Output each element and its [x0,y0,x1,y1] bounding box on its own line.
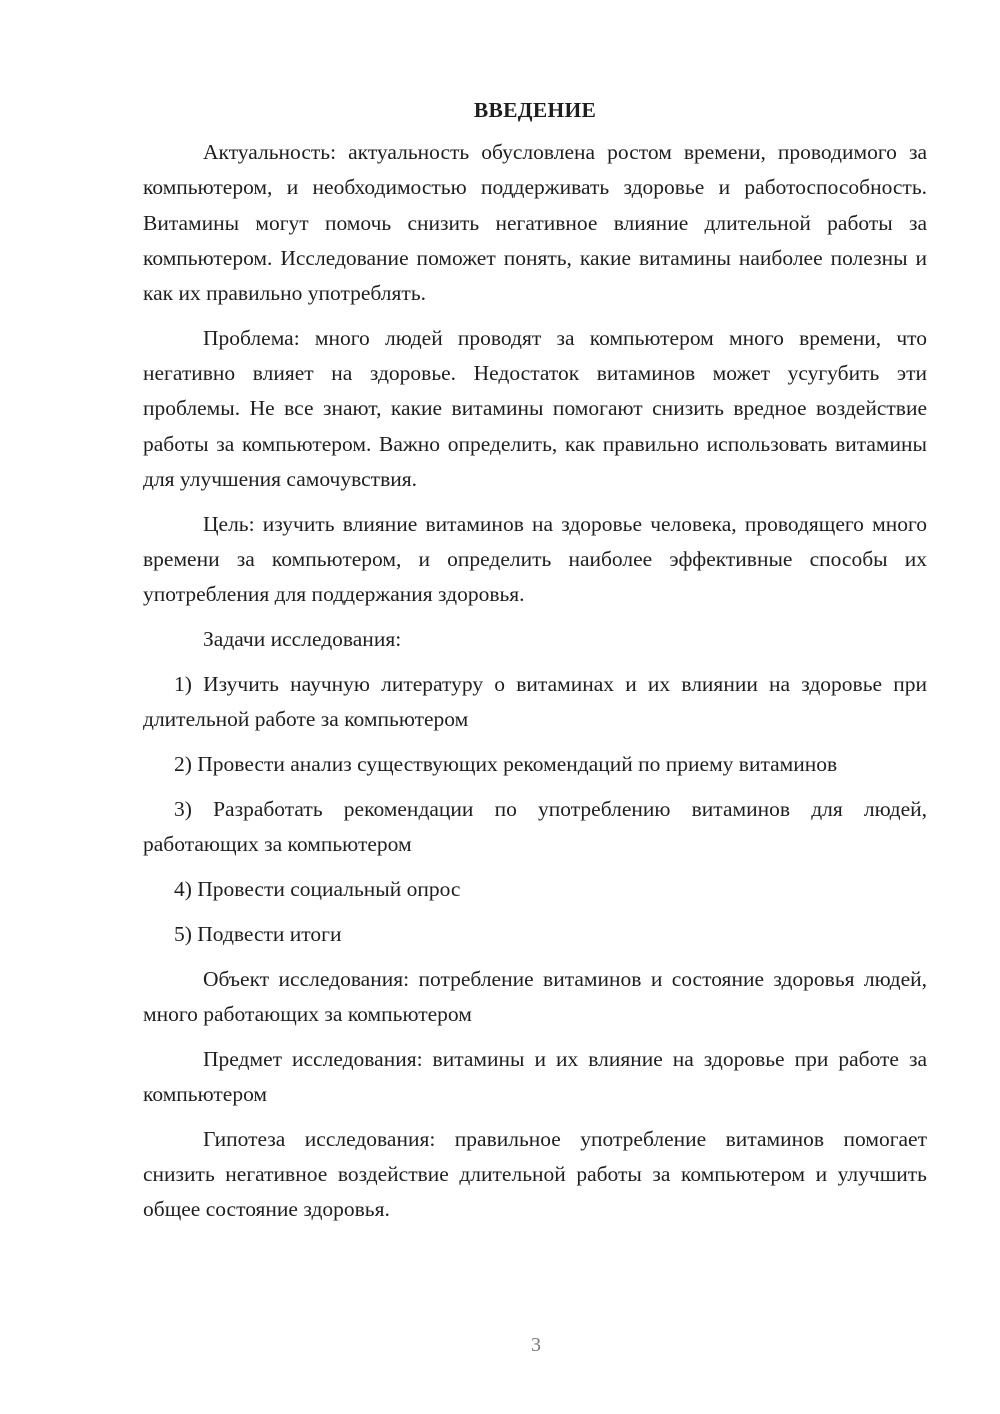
task-item-4: 4) Провести социальный опрос [174,876,461,901]
task-item-3: 3) Разработать рекомендации по употреблению витаминов для людей, работающих за компьютером [143,796,927,856]
paragraph-object: Объект исследования: потребление витаминов и состояние здоровья людей, много работающих за компьютером [143,966,927,1026]
section-title: ВВЕДЕНИЕ [473,98,597,122]
paragraph-goal: Цель: изучить влияние витаминов на здоровье человека, проводящего много времени за компьютером, и определить наиболее эффективные способы их употребления для поддержания здоровья. [143,511,927,607]
task-item-1: 1) Изучить научную литературу о витаминах и их влиянии на здоровье при длительной работе за компьютером [143,671,927,731]
paragraph-problem: Проблема: много людей проводят за компьютером много времени, что негативно влияет на здоровье. Недостаток витаминов может усугубить эти проблемы. Не все знают, какие витамины помогают снизить вредное воздействие работы за компьютером. Важно определить, как правильно использовать витамины для улучшения самочувствия. [143,325,927,491]
tasks-heading: Задачи исследования: [203,626,402,651]
paragraph-relevance: Актуальность: актуальность обусловлена ростом времени, проводимого за компьютером, и необходимостью поддерживать здоровье и работоспособность. Витамины могут помочь снизить негативное влияние длительной работы за компьютером. Исследование поможет понять, какие витамины наиболее полезны и как их правильно употреблять. [143,140,927,306]
page-number: 3 [531,1334,541,1356]
paragraph-subject: Предмет исследования: витамины и их влияние на здоровье при работе за компьютером [143,1046,927,1106]
task-item-2: 2) Провести анализ существующих рекомендаций по приему витаминов [174,751,838,776]
page-content [143,93,927,1237]
task-item-5: 5) Подвести итоги [174,921,342,946]
paragraph-hypothesis: Гипотеза исследования: правильное употребление витаминов помогает снизить негативное воздействие длительной работы за компьютером и улучшить общее состояние здоровья. [143,1126,927,1222]
